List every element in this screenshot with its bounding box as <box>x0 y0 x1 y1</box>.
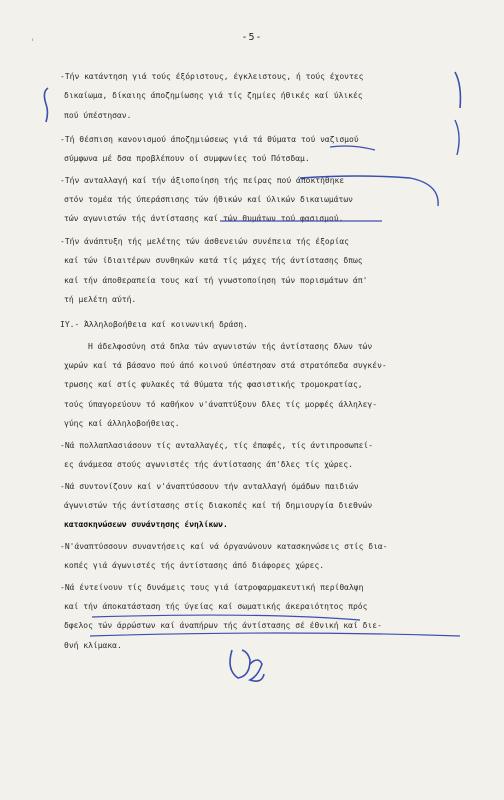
curve-mark <box>300 176 438 206</box>
text-line: άγωνιστών τής άντίστασης στίς διακοπές καί τή δημιουργία διεθνών <box>64 501 373 510</box>
text-line: κοπές γιά άγωνιστές τής άντίστασης άπό διάφορες χώρες. <box>64 561 325 570</box>
text-line: τούς ύπαγορεύουν τό καθήκον ν'άναπτύξουν δλες τίς μορφές άλληλεγ- <box>64 400 378 409</box>
text-line: πού ύπέστησαν. <box>64 111 132 120</box>
text-line: στόν τομέα τής ύπεράσπισης τών ήθικών καί ύλικών δικαιωμάτων <box>64 195 353 204</box>
text-line: γύης καί άλληλοβοήθειας. <box>64 419 180 428</box>
page-number: -5- <box>241 32 263 43</box>
text-line: καί τήν άποκατάσταση τής ύγείας καί σωματικής άκεραιότητος πρός <box>64 602 368 611</box>
text-line: -Τή θέσπιση κανονισμού άποζημιώσεως γιά τά θύματα τού ναζισμού <box>60 135 359 144</box>
text-line: -Τήν ανταλλαγή καί τήν άξιοποίηση τής πείρας πού άποκτήθηκε <box>60 176 345 185</box>
right-bracket-mark <box>455 120 459 155</box>
left-bracket-mark <box>44 88 48 122</box>
text-line: τή μελέτη αύτή. <box>64 295 137 304</box>
text-line: -Ν'άναπτύσσουν συναντήσεις καί νά όργανώνουν κατασκηνώσεις στίς δια- <box>60 542 388 551</box>
text-line: -Τήν άνάπτυξη τής μελέτης τών άσθενειών συνέπεια τής έξορίας <box>60 237 349 246</box>
text-line: θνή κλίμακα. <box>64 641 122 650</box>
text-line: καί τήν άποθεραπεία τους καί τή γνωστοποίηση τών πορισμάτων άπ' <box>64 276 368 285</box>
text-line: -Τήν κατάντηση γιά τούς έξόριστους, έγκλειστους, ή τούς έχοντες <box>60 72 364 81</box>
underline-mark <box>90 633 460 636</box>
margin-mark: ' <box>30 38 36 48</box>
text-line: -Νά πολλαπλασιάσουν τίς ανταλλαγές, τίς έπαφές, τίς άντιπροσωπεί- <box>60 441 374 450</box>
text-line: Η άδελφοσύνη στά δπλα τών αγωνιστών τής άντίστασης δλων τών <box>88 342 373 351</box>
text-line: -Νά συντονίζουν καί ν'άναπτύσσουν τήν ανταλλαγή όμάδων παιδιών <box>60 482 359 491</box>
text-line: τρωσης καί στίς φυλακές τά θύματα τής φασιστικής τρομοκρατίας, <box>64 380 363 389</box>
text-line: τών αγωνιστών τής άντίστασης καί τών θυμάτων τού φασισμού. <box>64 214 344 223</box>
right-bracket-mark <box>455 72 460 108</box>
text-line: χωρών καί τά βάσανο πού άπό κοινού ύπέστησαν στά στρατόπεδα συγκέν- <box>64 361 387 370</box>
section-heading: ΙΥ.- Άλληλοβοήθεια καί κοινωνική δράση. <box>60 320 248 329</box>
text-line: δικαίωμα, δίκαιης άποζημίωσης γιά τίς ζημίες ήθικές καί ύλικές <box>64 91 363 100</box>
text-line: -Νά έντείνουν τίς δυνάμεις τους γιά ίατροφαρμακευτική περίθαλψη <box>60 583 364 592</box>
underline-mark <box>92 615 360 620</box>
signature-initials <box>230 650 264 681</box>
text-line: ες άνάμεσα στούς αγωνιστές τής άντίστασης άπ'δλες τίς χώρες. <box>64 460 353 469</box>
text-line: κατασκηνώσεων συνάντησης ένηλίκων. <box>64 520 228 529</box>
text-line: καί τών ίδιαιτέρων συνθηκών κατά τίς μάχες τής άντίστασης δπως <box>64 256 363 265</box>
circle-mark <box>330 146 375 150</box>
text-line: δφελος τών άρρώστων καί άναπήρων τής άντίστασης σέ έθνική καί διε- <box>64 621 382 630</box>
text-line: σύμφωνα μέ δσα προβλέπουν οί συμφωνίες τού Πότσδαμ. <box>64 154 310 163</box>
